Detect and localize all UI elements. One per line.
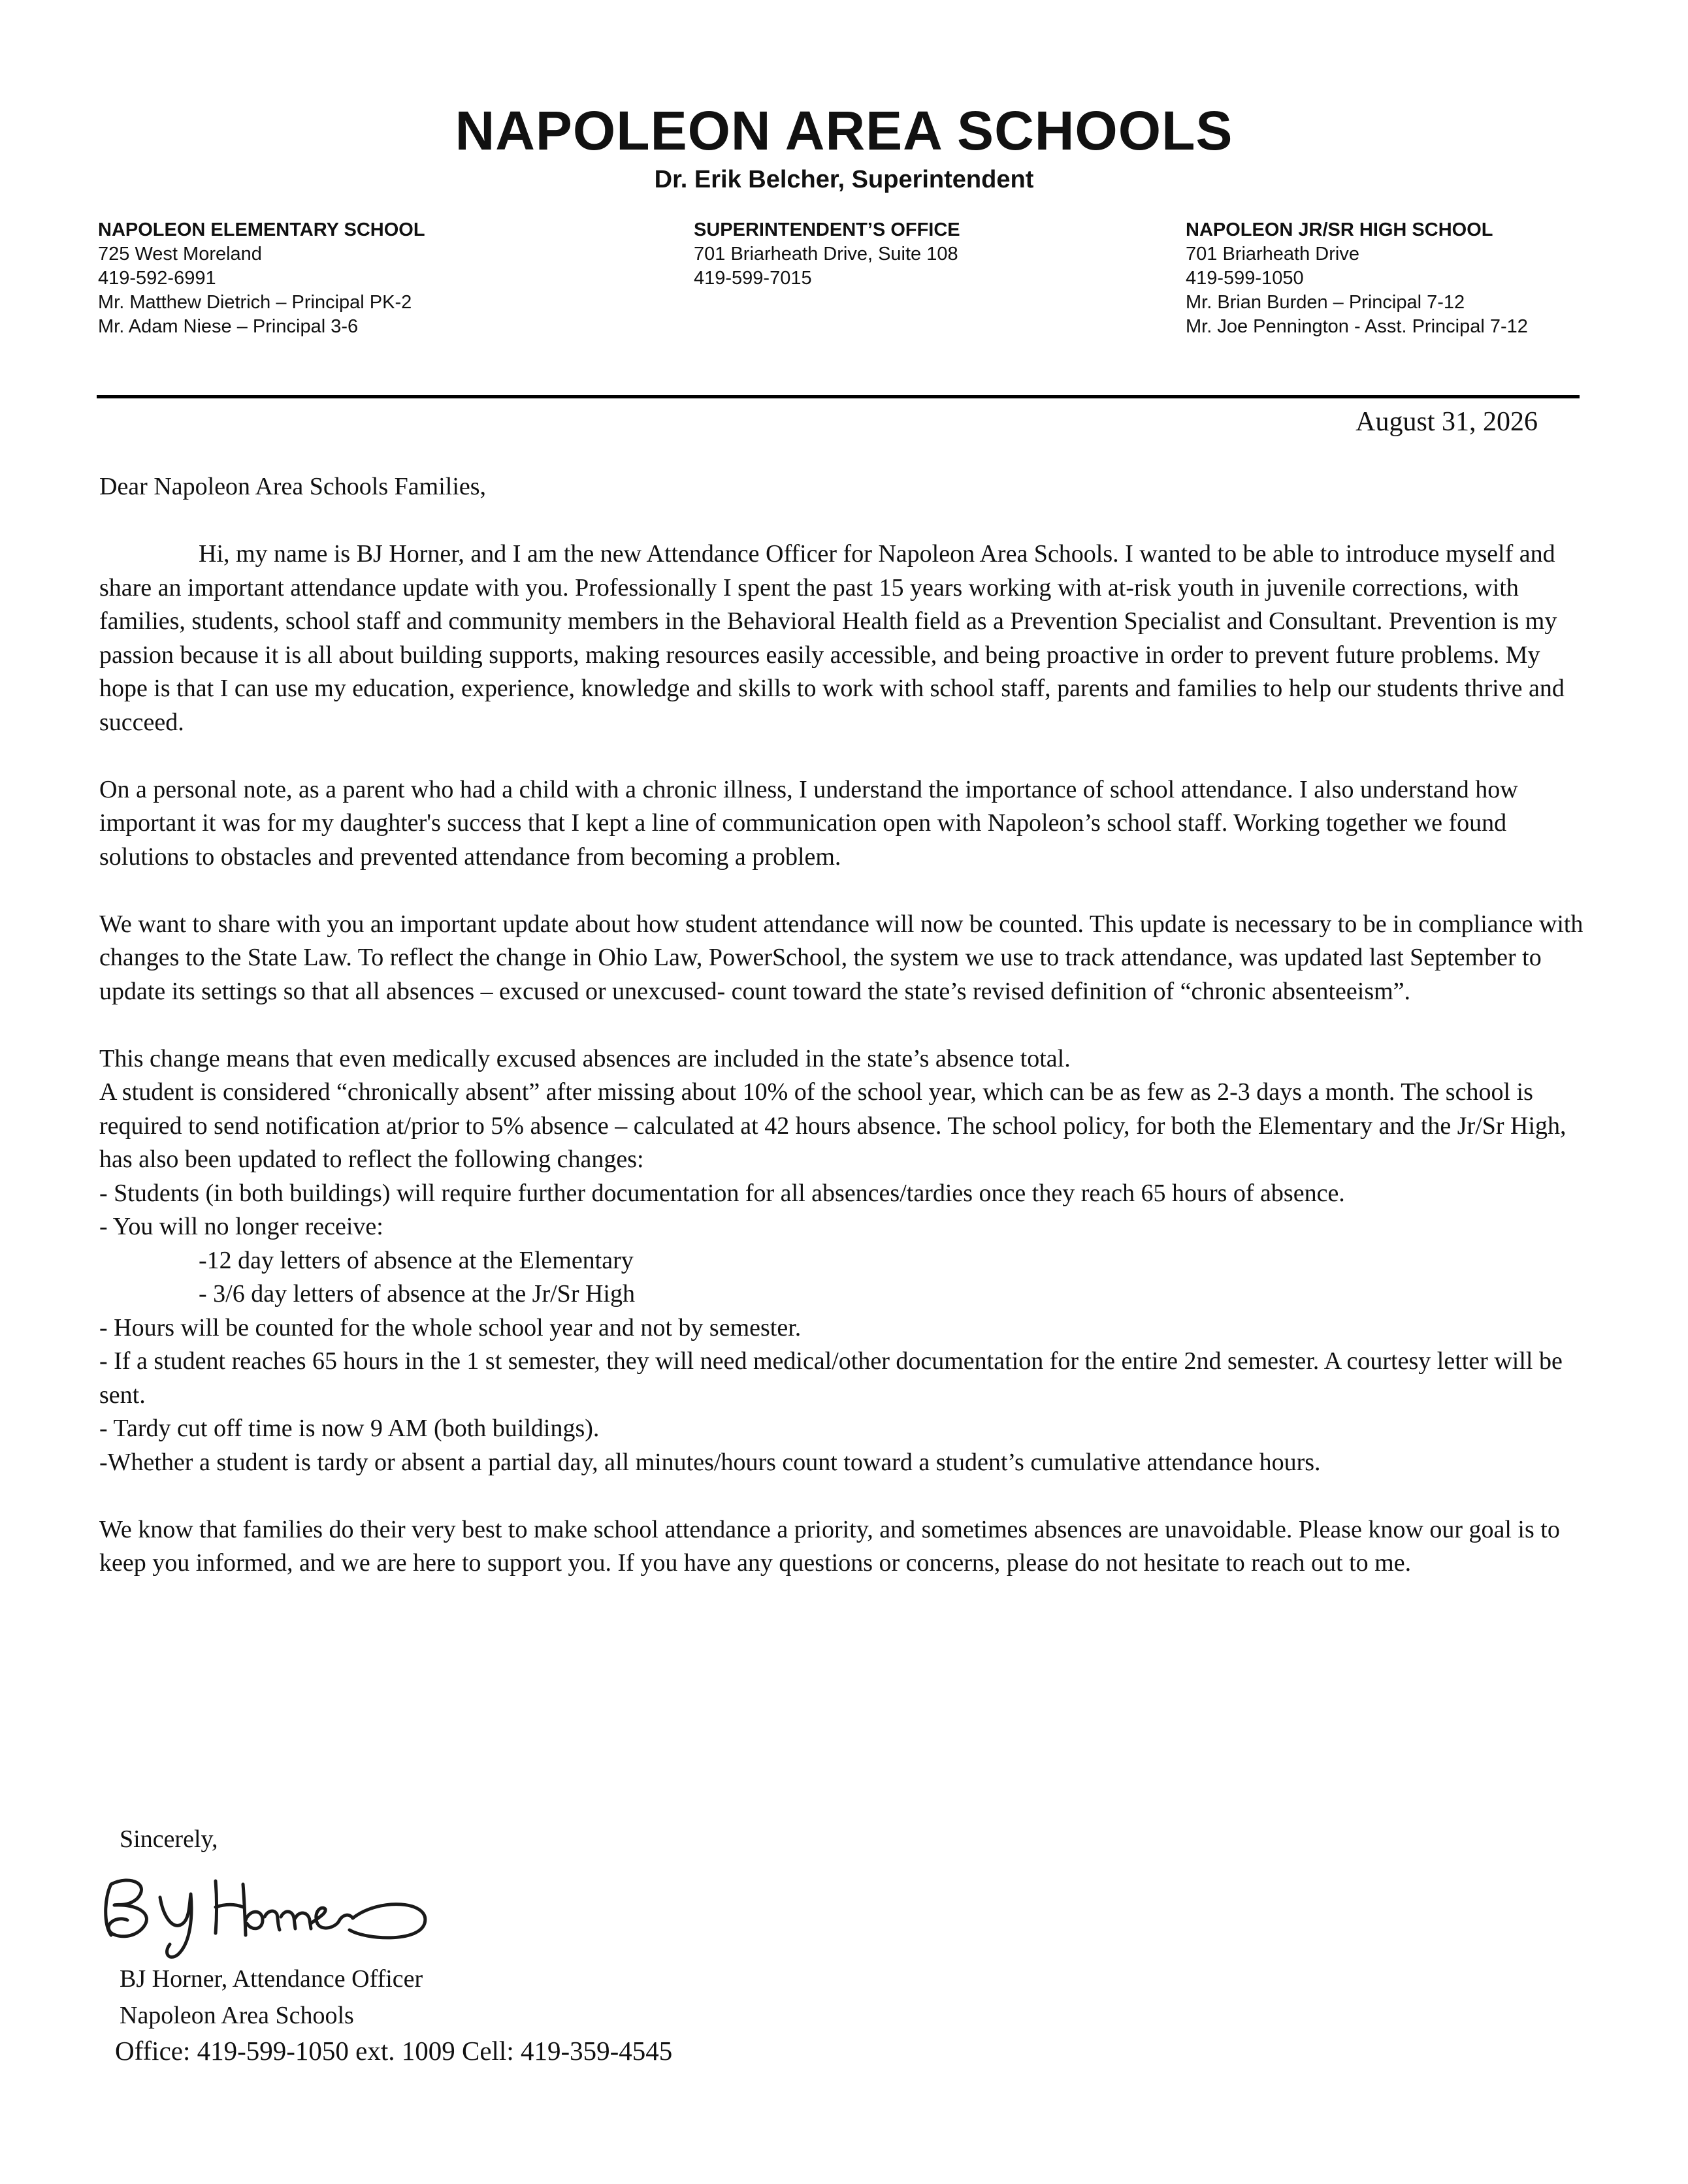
office-name: SUPERINTENDENT’S OFFICE (694, 219, 960, 240)
office-principal: Mr. Joe Pennington - Asst. Principal 7-12 (1186, 316, 1528, 337)
paragraph-gap (99, 1008, 1583, 1042)
office-phone: 419-592-6991 (98, 268, 216, 289)
office-principal: Mr. Brian Burden – Principal 7-12 (1186, 292, 1465, 313)
paragraph-gap (99, 1479, 1583, 1513)
no-longer-item: - 3/6 day letters of absence at the Jr/Sr High (199, 1280, 635, 1308)
change-item-no-longer: - You will no longer receive: (99, 1213, 383, 1240)
closing-paragraph: We know that families do their very best to make school attendance a priority, and sometimes absences are unavoidable. Please know our goal is to keep you informed, and we are here to support you. If you have any questions or concerns, please do not hesitate to reach out to me. (99, 1515, 1560, 1577)
office-name: NAPOLEON ELEMENTARY SCHOOL (98, 219, 425, 240)
contact-numbers: Office: 419-599-1050 ext. 1009 Cell: 419-359-4545 (115, 2036, 673, 2066)
office-phone: 419-599-1050 (1186, 268, 1304, 289)
change-item-tardy: - Tardy cut off time is now 9 AM (both buildings). (99, 1415, 600, 1442)
superintendent-line: Dr. Erik Belcher, Superintendent (654, 166, 1034, 193)
office-phone: 419-599-7015 (694, 268, 812, 289)
change-item-hours: - Hours will be counted for the whole school year and not by semester. (99, 1313, 802, 1341)
chronic-definition: A student is considered “chronically absent” after missing about 10% of the school year, which can be as few as 2-3 days a month. The school is required to send notification at/prior to 5% absence – calculated at 42 hours absence. The school policy, for both the Elementary and the Jr/Sr High, has also been updated to reflect the following changes: (99, 1078, 1566, 1173)
valediction: Sincerely, (120, 1825, 218, 1853)
change-item-documentation: - Students (in both buildings) will require further documentation for all absences/tardies once they reach 65 hours of absence. (99, 1179, 1345, 1207)
handwritten-signature (91, 1858, 444, 1963)
update-paragraph: We want to share with you an important update about how student attendance will now be counted. This update is necessary to be in compliance with changes to the State Law. To reflect the change in Ohio Law, PowerSchool, the system we use to track attendance, was updated last September to update its settings so that all absences – excused or unexcused- count toward the state’s revised definition of “chronic absenteeism”. (99, 910, 1583, 1005)
personal-paragraph: On a personal note, as a parent who had a child with a chronic illness, I understand the importance of school attendance. I also understand how important it was for my daughter's success that I kept a line of communication open with Napoleon’s school staff. Working together we found solutions to obstacles and prevented attendance from becoming a problem. (99, 775, 1518, 871)
intro-paragraph: Hi, my name is BJ Horner, and I am the new Attendance Officer for Napoleon Area Schools. I wanted to be able to introduce myself and share an important attendance update with you. Professionally I spent the past 15 years working with at-risk youth in juvenile corrections, with families, students, school staff and community members in the Behavioral Health field as a Prevention Specialist and Consultant. Prevention is my passion because it is all about building supports, making resources easily accessible, and being proactive in order to prevent future problems. My hope is that I can use my education, experience, knowledge and skills to work with school staff, parents and families to help our students thrive and succeed. (99, 540, 1565, 736)
change-item-semester: - If a student reaches 65 hours in the 1 st semester, they will need medical/other documentation for the entire 2nd semester. A courtesy letter will be sent. (99, 1347, 1563, 1409)
district-name: NAPOLEON AREA SCHOOLS (455, 100, 1233, 161)
office-principal: Mr. Matthew Dietrich – Principal PK-2 (98, 292, 412, 313)
signature-block (120, 1961, 423, 2034)
office-high-school (1186, 218, 1669, 339)
office-principal: Mr. Adam Niese – Principal 3-6 (98, 316, 359, 337)
salutation: Dear Napoleon Area Schools Families, (99, 473, 487, 500)
change-intro: This change means that even medically excused absences are included in the state’s absence total. (99, 1044, 1071, 1072)
paragraph-gap (99, 739, 1583, 773)
office-address: 701 Briarheath Drive (1186, 244, 1359, 265)
letter-date: August 31, 2026 (1355, 407, 1538, 437)
paragraph-gap (99, 874, 1583, 908)
no-longer-item: -12 day letters of absence at the Elementary (199, 1246, 634, 1274)
signer-name: BJ Horner, Attendance Officer (120, 1965, 423, 1993)
office-name: NAPOLEON JR/SR HIGH SCHOOL (1186, 219, 1493, 240)
letterhead-divider (97, 395, 1580, 398)
change-item-partial-day: -Whether a student is tardy or absent a partial day, all minutes/hours count toward a student’s cumulative attendance hours. (99, 1448, 1321, 1476)
office-elementary (98, 218, 621, 339)
office-superintendent (694, 218, 1216, 291)
office-address: 701 Briarheath Drive, Suite 108 (694, 244, 958, 265)
letter-body (99, 470, 1583, 1581)
office-address: 725 West Moreland (98, 244, 262, 265)
paragraph-gap (99, 504, 1583, 538)
signer-organization: Napoleon Area Schools (120, 2002, 354, 2029)
